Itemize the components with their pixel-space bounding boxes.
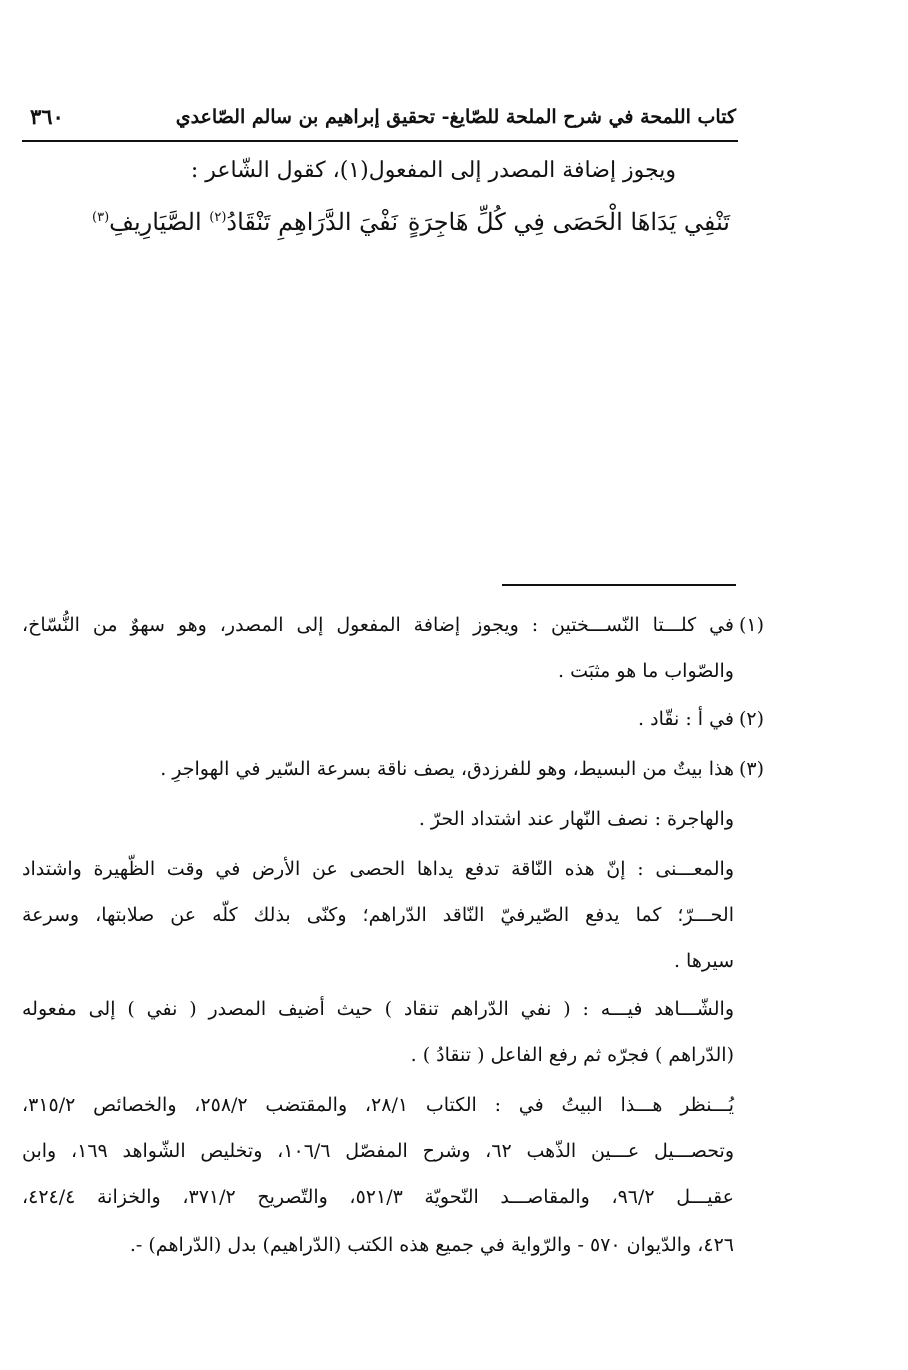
page-number: ٣٦٠ (30, 104, 64, 129)
footnote-3-line-4: الحـــرّ؛ كما يدفع الصّيرفيّ النّاقد الدّراهم؛ وكنّى بذلك كلّه عن صلابتها، وسرعة (22, 904, 734, 926)
footnote-separator (502, 584, 736, 586)
footnote-mark-2: (٢) (209, 210, 227, 225)
running-header (22, 100, 738, 142)
footnote-3-line-8: يُـــنظر هـــذا البيتُ في : الكتاب ٢٨/١، والمقتضب ٢٥٨/٢، والخصائص ٣١٥/٢، (22, 1094, 734, 1116)
footnote-mark-3: (٣) (92, 210, 110, 225)
verse-second-text-a: نَفْيَ الدَّرَاهِمِ تَنْقَادُ (226, 208, 398, 236)
footnote-3-number: (٣) (738, 758, 764, 780)
footnote-3-line-5: سيرها . (673, 950, 734, 972)
verse-second-text-b: الصَّيَارِيفِ (109, 208, 210, 236)
footnote-3-line-6: والشّـــاهد فيـــه : ( نفي الدّراهم تنقاد ) حيث أضيف المصدر ( نفي ) إلى مفعوله (22, 998, 734, 1020)
footnote-1-line-2: والصّواب ما هو مثبَت . (557, 660, 734, 682)
footnote-3-line-3: والمعـــنى : إنّ هذه النّاقة تدفع يداها الحصى عن الأرض في وقت الظّهيرة واشتداد (22, 858, 734, 880)
footnote-3-line-9: وتحصـــيل عـــين الذّهب ٦٢، وشرح المفصّل ١٠٦/٦، وتخليص الشّواهد ١٦٩، وابن (22, 1140, 734, 1162)
header-title: كتاب اللمحة في شرح الملحة للصّايغ- تحقيق إبراهيم بن سالم الصّاعدي (175, 106, 736, 128)
footnote-3-line-11: ٤٢٦، والدّيوان ٥٧٠ - والرّواية في جميع هذه الكتب (الدّراهيم) بدل (الدّراهم) -. (129, 1234, 734, 1256)
footnote-3-line-1: هذا بيتٌ من البسيط، وهو للفرزدق، يصف ناقة بسرعة السّير في الهواجرِ . (160, 758, 734, 780)
footnote-3-line-2: والهاجرة : نصف النّهار عند اشتداد الحرّ . (418, 808, 734, 830)
footnote-3-line-7: (الدّراهم ) فجرّه ثم رفع الفاعل ( تنقادُ ) . (410, 1044, 734, 1066)
verse-first-hemistich: تَنْفِي يَدَاهَا الْحَصَى فِي كُلِّ هَاجِرَةٍ (407, 208, 730, 236)
footnote-2-number: (٢) (738, 708, 764, 730)
footnote-2-line-1: في أ : نقّاد . (638, 708, 734, 730)
intro-text: ويجوز إضافة المصدر إلى المفعول(١)، كقول الشّاعر : (190, 158, 676, 183)
footnote-1-line-1: في كلـــتا النّســـختين : ويجوز إضافة المفعول إلى المصدر، وهو سهوٌ من النُّسّاخ، (22, 614, 734, 636)
verse-second-hemistich (92, 208, 398, 236)
footnote-3-line-10: عقيـــل ٩٦/٢، والمقاصـــد النّحويّة ٥٢١/٣، والتّصريح ٣٧١/٢، والخزانة ٤٢٤/٤، (22, 1186, 734, 1208)
footnote-1-number: (١) (738, 614, 764, 636)
